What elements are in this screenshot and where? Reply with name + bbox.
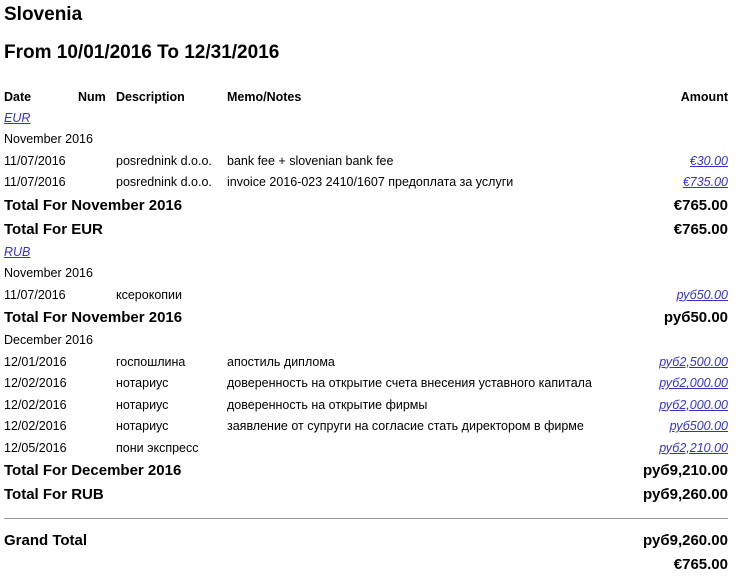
month-label: November 2016 — [4, 266, 93, 281]
month-heading — [2, 263, 730, 285]
grand-total-row-eur — [2, 552, 730, 578]
tx-num — [76, 284, 114, 306]
month-heading — [2, 330, 730, 352]
transaction-row — [2, 373, 730, 395]
tx-num — [76, 394, 114, 416]
tx-num — [76, 416, 114, 438]
month-label: November 2016 — [4, 132, 93, 147]
col-description: Description — [116, 89, 185, 104]
tx-date: 12/05/2016 — [4, 440, 67, 455]
transaction-row — [2, 150, 730, 172]
col-date: Date — [4, 89, 32, 104]
month-total — [2, 459, 730, 483]
report-date-range: From 10/01/2016 To 12/31/2016 — [4, 42, 280, 63]
grand-total-rub: руб9,260.00 — [643, 532, 728, 549]
currency-total-label: Total For EUR — [4, 220, 103, 238]
tx-amount-link[interactable]: €735.00 — [682, 175, 728, 190]
tx-amount-link[interactable]: руб500.00 — [669, 419, 728, 434]
month-total-value: руб50.00 — [663, 309, 728, 326]
tx-num — [76, 150, 114, 172]
grand-total-row — [2, 530, 730, 552]
tx-description: пони экспресс — [116, 440, 199, 455]
tx-amount-link[interactable]: €30.00 — [689, 153, 728, 168]
tx-amount — [630, 373, 730, 395]
tx-num — [76, 172, 114, 194]
divider — [4, 518, 728, 519]
tx-memo: bank fee + slovenian bank fee — [227, 153, 394, 168]
report-table — [2, 86, 730, 578]
tx-num — [76, 373, 114, 395]
currency-total-value: руб9,260.00 — [643, 486, 728, 503]
tx-memo — [225, 437, 630, 459]
tx-num — [76, 437, 114, 459]
currency-total — [2, 217, 730, 241]
transaction-row — [2, 172, 730, 194]
col-amount: Amount — [680, 89, 728, 104]
currency-group-rub-link[interactable]: RUB — [4, 244, 31, 259]
tx-date: 12/02/2016 — [4, 376, 67, 391]
transaction-row — [2, 284, 730, 306]
tx-description: posrednink d.o.o. — [116, 153, 212, 168]
tx-amount — [630, 437, 730, 459]
grand-total-eur: €765.00 — [673, 556, 728, 573]
tx-memo: invoice 2016-023 2410/1607 предоплата за услуги — [227, 175, 514, 190]
tx-amount — [630, 394, 730, 416]
tx-date: 12/01/2016 — [4, 354, 67, 369]
month-total-value: €765.00 — [673, 196, 728, 214]
tx-description: posrednink d.o.o. — [116, 175, 212, 190]
header-row — [2, 86, 730, 107]
tx-amount — [630, 172, 730, 194]
tx-date: 11/07/2016 — [4, 153, 66, 168]
tx-date: 11/07/2016 — [4, 287, 66, 302]
currency-total-label: Total For RUB — [4, 486, 104, 503]
month-total — [2, 193, 730, 217]
tx-amount — [630, 351, 730, 373]
tx-amount — [630, 284, 730, 306]
tx-memo: доверенность на открытие фирмы — [227, 397, 428, 412]
month-total-value: руб9,210.00 — [643, 462, 728, 479]
tx-description: нотариус — [116, 419, 169, 434]
tx-memo: апостиль диплома — [227, 354, 335, 369]
month-total — [2, 306, 730, 330]
transaction-row — [2, 437, 730, 459]
tx-amount-link[interactable]: руб2,000.00 — [659, 397, 728, 412]
tx-memo: доверенность на открытие счета внесения уставного капитала — [227, 376, 592, 391]
tx-date: 12/02/2016 — [4, 397, 67, 412]
tx-amount-link[interactable]: руб2,000.00 — [659, 376, 728, 391]
tx-description: нотариус — [116, 397, 169, 412]
separator-row — [2, 507, 730, 530]
tx-memo — [225, 284, 630, 306]
report-title: Slovenia — [4, 4, 83, 25]
month-total-label: Total For December 2016 — [4, 462, 182, 479]
transaction-row — [2, 394, 730, 416]
tx-amount-link[interactable]: руб2,500.00 — [659, 354, 728, 369]
tx-amount — [630, 416, 730, 438]
tx-description: госпошлина — [116, 354, 186, 369]
currency-group-eur-link[interactable]: EUR — [4, 110, 31, 125]
tx-memo: заявление от супруги на согласие стать директором в фирме — [227, 419, 584, 434]
currency-group-eur — [2, 107, 730, 129]
currency-group-rub — [2, 241, 730, 263]
transaction-row — [2, 351, 730, 373]
grand-total-label: Grand Total — [4, 532, 88, 549]
month-total-label: Total For November 2016 — [4, 309, 183, 326]
month-label: December 2016 — [4, 333, 93, 348]
month-heading — [2, 129, 730, 151]
tx-description: нотариус — [116, 376, 169, 391]
transaction-row — [2, 416, 730, 438]
tx-num — [76, 351, 114, 373]
month-total-label: Total For November 2016 — [4, 196, 183, 214]
tx-amount — [630, 150, 730, 172]
tx-date: 12/02/2016 — [4, 419, 67, 434]
col-memo: Memo/Notes — [227, 89, 302, 104]
tx-amount-link[interactable]: руб50.00 — [676, 287, 728, 302]
tx-date: 11/07/2016 — [4, 175, 66, 190]
tx-amount-link[interactable]: руб2,210.00 — [659, 440, 728, 455]
tx-description: ксерокопии — [116, 287, 183, 302]
currency-total-value: €765.00 — [673, 220, 728, 238]
currency-total — [2, 483, 730, 507]
col-num: Num — [78, 89, 106, 104]
